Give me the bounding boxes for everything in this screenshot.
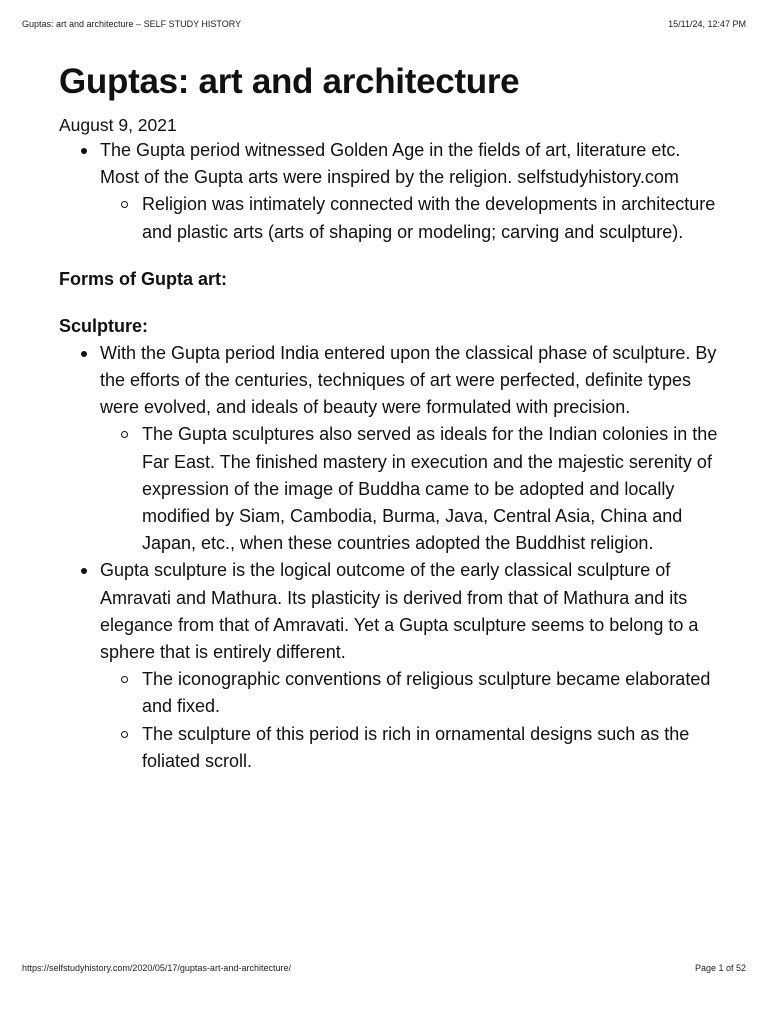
sub-list-item-text: The sculpture of this period is rich in ornamental designs such as the foliated scroll.: [142, 723, 690, 771]
sub-list-item: [100, 191, 719, 245]
sub-list-item-text: Religion was intimately connected with the developments in architecture and plastic arts (arts of shaping or modeling; carving and sculpture).: [142, 194, 716, 242]
sub-list-item-text: The iconographic conventions of religious sculpture became elaborated and fixed.: [142, 669, 711, 717]
section-heading-forms: Forms of Gupta art:: [59, 268, 228, 289]
sub-list: [100, 421, 719, 557]
list-item-text: Gupta sculpture is the logical outcome of the early classical sculpture of Amravati and Mathura. Its plasticity is derived from that of Mathura and its elegance from that of Amravati. Yet a Gupta sculpture seems to belong to a sphere that is entirely different.: [100, 560, 699, 663]
article: [59, 60, 719, 775]
sub-list-item: [100, 666, 719, 720]
sub-list: [100, 666, 719, 775]
list-item-text: With the Gupta period India entered upon the classical phase of sculpture. By the efforts of the centuries, techniques of art were perfected, definite types were evolved, and ideals of beauty were formulated with precision.: [100, 342, 717, 418]
intro-list: [59, 137, 719, 246]
page-title: Guptas: art and architecture: [59, 62, 520, 101]
list-item-text: The Gupta period witnessed Golden Age in the fields of art, literature etc. Most of the Gupta arts were inspired by the religion. selfstudyhistory.com: [100, 140, 681, 188]
print-footer: [22, 963, 746, 973]
list-item: [59, 340, 719, 558]
publish-date: August 9, 2021: [59, 115, 177, 135]
print-header-title: Guptas: art and architecture – SELF STUDY HISTORY: [22, 19, 242, 29]
print-header-timestamp: 15/11/24, 12:47 PM: [668, 19, 746, 29]
sub-list: [100, 191, 719, 245]
print-footer-page-number: Page 1 of 52: [694, 963, 746, 973]
sub-list-item-text: The Gupta sculptures also served as ideals for the Indian colonies in the Far East. The finished mastery in execution and the majestic serenity of expression of the image of Buddha came to be adopted and locally modified by Siam, Cambodia, Burma, Java, Central Asia, China and Japan, etc., when these countries adopted the Buddhist religion.: [142, 424, 718, 554]
sub-list-item: [100, 421, 719, 557]
print-header: [22, 19, 746, 29]
section-heading-sculpture: Sculpture:: [59, 315, 149, 336]
print-footer-url: https://selfstudyhistory.com/2020/05/17/guptas-art-and-architecture/: [22, 963, 291, 973]
list-item: [59, 137, 719, 246]
sub-list-item: [100, 721, 719, 775]
list-item: [59, 557, 719, 775]
sculpture-list: [59, 340, 719, 775]
